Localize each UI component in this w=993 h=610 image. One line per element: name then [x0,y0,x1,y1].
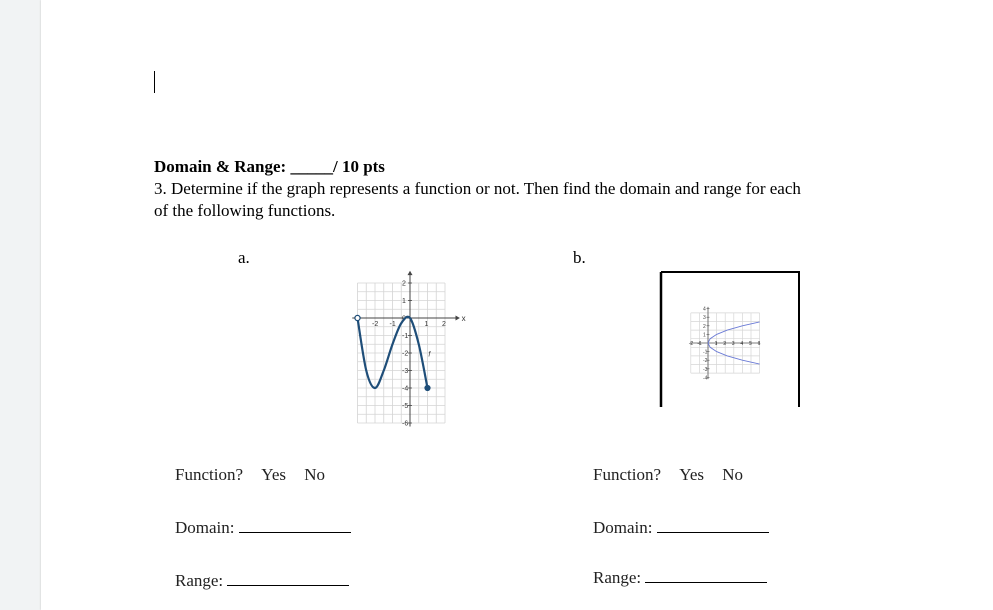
part-a-label: a. [238,248,250,267]
part-a-range-blank[interactable] [227,571,349,586]
graph-b-x-tick-label: -2 [688,341,694,347]
part-a-no-option[interactable]: No [304,465,326,484]
graph-a [298,268,513,428]
graph-b-y-tick-label: 1 [703,332,706,339]
part-b-domain-blank[interactable] [657,518,769,533]
heading-title: Domain & Range: _____/ 10 pts [154,157,385,176]
part-b-no-option[interactable]: No [722,465,744,484]
graph-b-y-tick-label: -1 [703,349,708,356]
part-a-function-label: Function? [175,465,243,484]
part-a-range [175,571,349,591]
graph-b-x-tick-label: 1 [714,341,718,347]
graph-a-y-tick-label: -2 [402,350,409,358]
graph-b-y-tick-label: -4 [703,375,708,382]
part-b-function-label: Function? [593,465,661,484]
graph-b-y-tick-label: 4 [703,306,706,313]
graph-a-x-arrow [456,316,460,321]
part-b-label: b. [573,248,586,267]
part-a-domain-blank[interactable] [239,518,351,533]
graph-a-y-tick-label: 2 [402,280,406,288]
part-a-function-question [175,465,325,485]
graph-a-x-tick-label: -2 [372,321,379,328]
graph-a-y-tick-label: 1 [402,298,406,305]
graph-a-closed-endpoint [425,385,430,390]
part-b-domain-label: Domain: [593,518,653,537]
graph-b-x-tick-label: 4 [740,341,744,347]
graph-a-y-arrow [408,271,413,275]
part-b-yes-option[interactable]: Yes [679,465,704,484]
graph-a-x-axis-label: x [461,314,466,323]
graph-a-y-tick-label: -6 [402,420,409,428]
graph-a-y-tick-label: -5 [402,403,409,410]
graph-b-x-tick-label: 3 [731,341,735,347]
question-line-1: 3. Determine if the graph represents a function or not. Then find the domain and range for each [154,179,801,198]
graph-a-y-tick-label: -1 [402,333,409,340]
graph-b-x-tick-label: -1 [697,341,702,347]
part-a-yes-option[interactable]: Yes [261,465,286,484]
graph-a-y-tick-label: -4 [402,385,409,393]
graph-a-open-endpoint [355,315,360,320]
text-cursor [154,71,155,93]
graph-b-x-tick-label: 6 [757,341,761,347]
part-b-function-question [593,465,743,485]
graph-b-y-tick-label: 3 [703,315,706,322]
part-b-domain [593,518,769,538]
part-b-range [593,568,767,588]
graph-b-y-tick-label: -3 [703,366,708,373]
part-a-domain-label: Domain: [175,518,235,537]
graph-a-y-tick-label: 0 [402,315,406,323]
graph-b-x-tick-label: 2 [723,341,726,347]
left-gutter [0,0,41,610]
graph-b [659,270,802,410]
graph-a-x-tick-label: 2 [442,321,446,328]
graph-a-y-tick-label: -3 [402,368,409,375]
graph-a-curve-label: f [428,351,431,359]
graph-b-y-tick-label: 2 [703,323,706,330]
graph-b-x-tick-label: 5 [749,341,752,347]
question-line-2: of the following functions. [154,201,336,220]
graph-a-x-tick-label: 1 [424,321,429,328]
graph-a-x-tick-label: -1 [389,321,396,328]
part-a-range-label: Range: [175,571,224,590]
part-b-range-blank[interactable] [645,568,767,583]
graph-b-y-tick-label: -2 [703,358,708,365]
section-heading [154,157,385,177]
part-a-domain [175,518,351,538]
part-b-range-label: Range: [593,568,642,587]
